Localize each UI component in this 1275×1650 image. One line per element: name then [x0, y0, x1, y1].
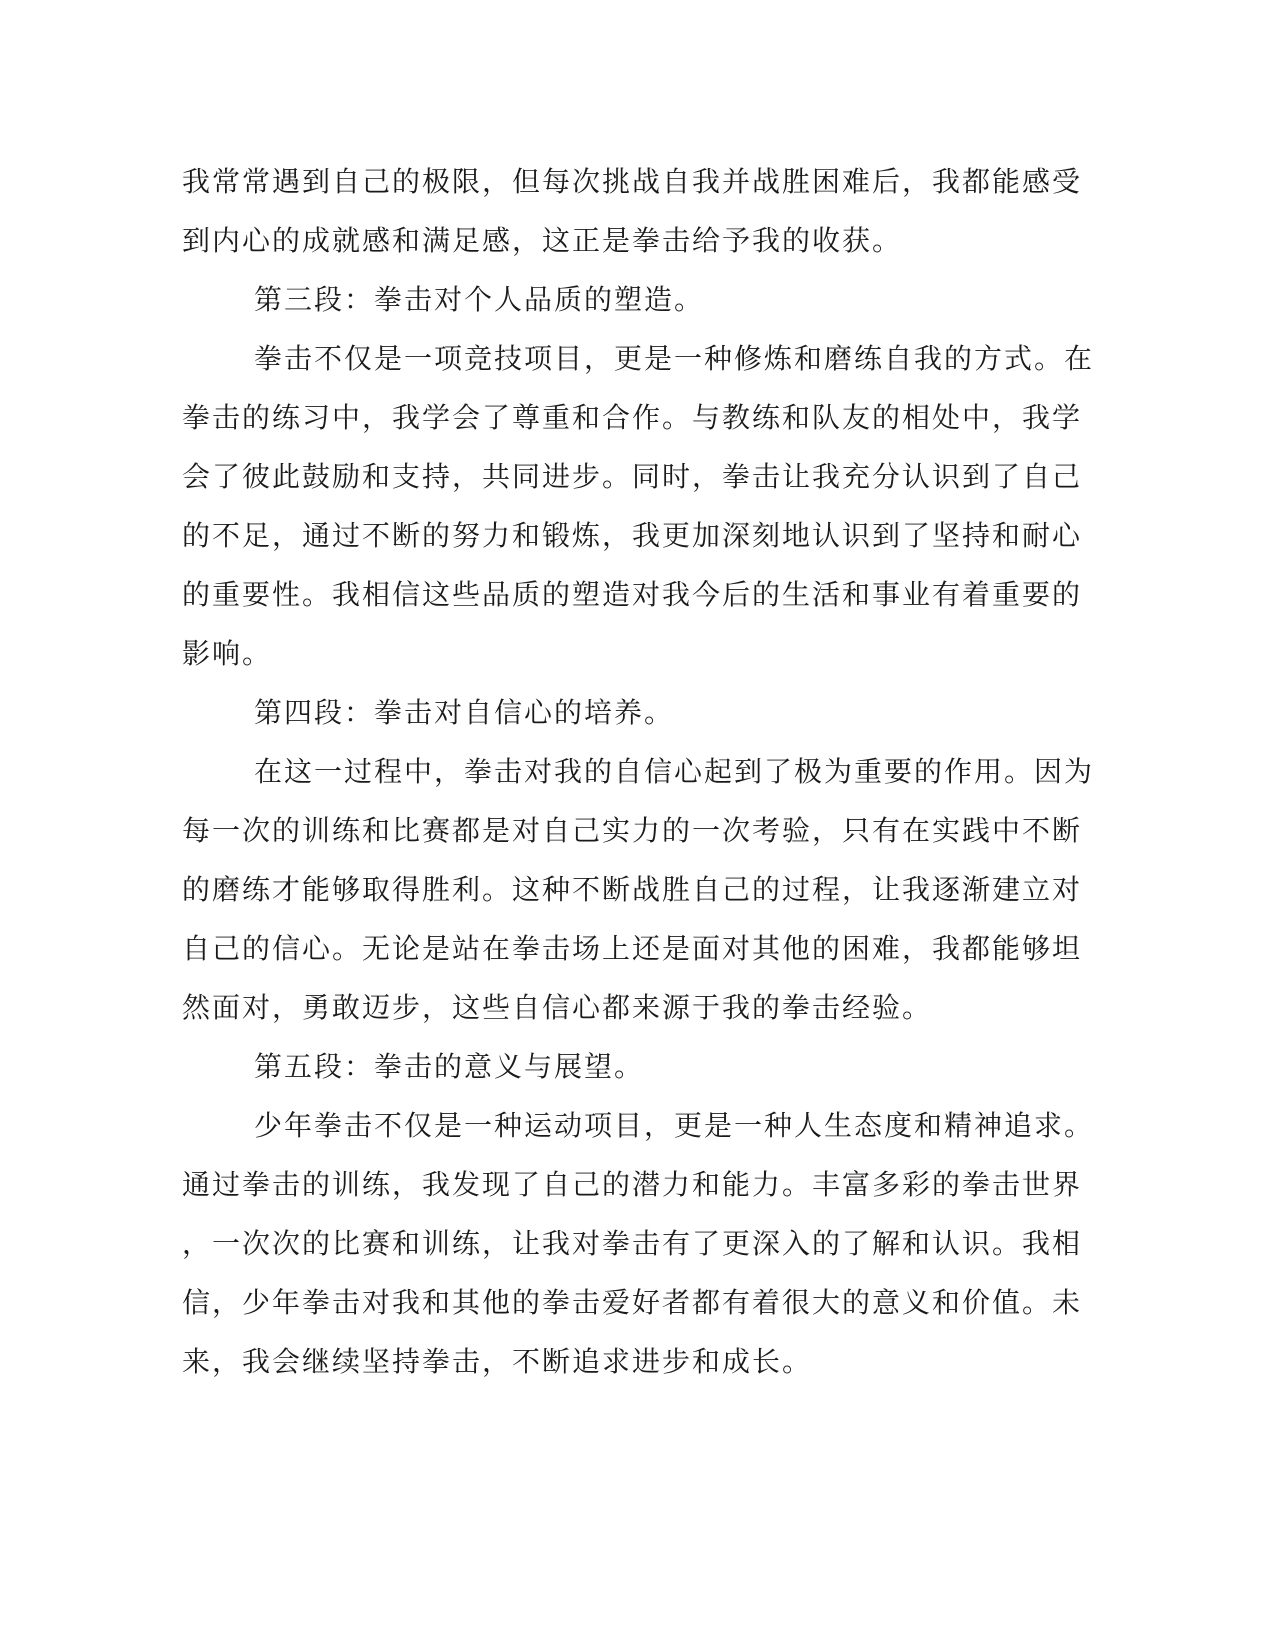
text-line: 影响。 — [182, 637, 273, 670]
text-line: 通过拳击的训练，我发现了自己的潜力和能力。丰富多彩的拳击世界 — [182, 1168, 1083, 1201]
section-heading: 第四段：拳击对自信心的培养。 — [254, 696, 675, 729]
text-line: 的磨练才能够取得胜利。这种不断战胜自己的过程，让我逐渐建立对 — [182, 873, 1083, 906]
text-line: 信，少年拳击对我和其他的拳击爱好者都有着很大的意义和价值。未 — [182, 1286, 1083, 1319]
section-heading: 第三段：拳击对个人品质的塑造。 — [254, 283, 705, 316]
text-line: 在这一过程中，拳击对我的自信心起到了极为重要的作用。因为 — [254, 755, 1095, 788]
text-line: 我常常遇到自己的极限，但每次挑战自我并战胜困难后，我都能感受 — [182, 165, 1083, 198]
text-line: ，一次次的比赛和训练，让我对拳击有了更深入的了解和认识。我相 — [182, 1227, 1083, 1260]
text-line: 每一次的训练和比赛都是对自己实力的一次考验，只有在实践中不断 — [182, 814, 1083, 847]
text-line: 然面对，勇敢迈步，这些自信心都来源于我的拳击经验。 — [182, 991, 933, 1024]
text-line: 的重要性。我相信这些品质的塑造对我今后的生活和事业有着重要的 — [182, 578, 1083, 611]
text-line: 到内心的成就感和满足感，这正是拳击给予我的收获。 — [182, 224, 903, 257]
text-line: 拳击的练习中，我学会了尊重和合作。与教练和队友的相处中，我学 — [182, 401, 1083, 434]
text-line: 拳击不仅是一项竞技项目，更是一种修炼和磨练自我的方式。在 — [254, 342, 1095, 375]
text-line: 会了彼此鼓励和支持，共同进步。同时，拳击让我充分认识到了自己 — [182, 460, 1083, 493]
text-line: 的不足，通过不断的努力和锻炼，我更加深刻地认识到了坚持和耐心 — [182, 519, 1083, 552]
document-body — [182, 152, 1095, 1391]
text-line: 自己的信心。无论是站在拳击场上还是面对其他的困难，我都能够坦 — [182, 932, 1083, 965]
section-heading: 第五段：拳击的意义与展望。 — [254, 1050, 645, 1083]
text-line: 来，我会继续坚持拳击，不断追求进步和成长。 — [182, 1345, 813, 1378]
text-line: 少年拳击不仅是一种运动项目，更是一种人生态度和精神追求。 — [254, 1109, 1095, 1142]
